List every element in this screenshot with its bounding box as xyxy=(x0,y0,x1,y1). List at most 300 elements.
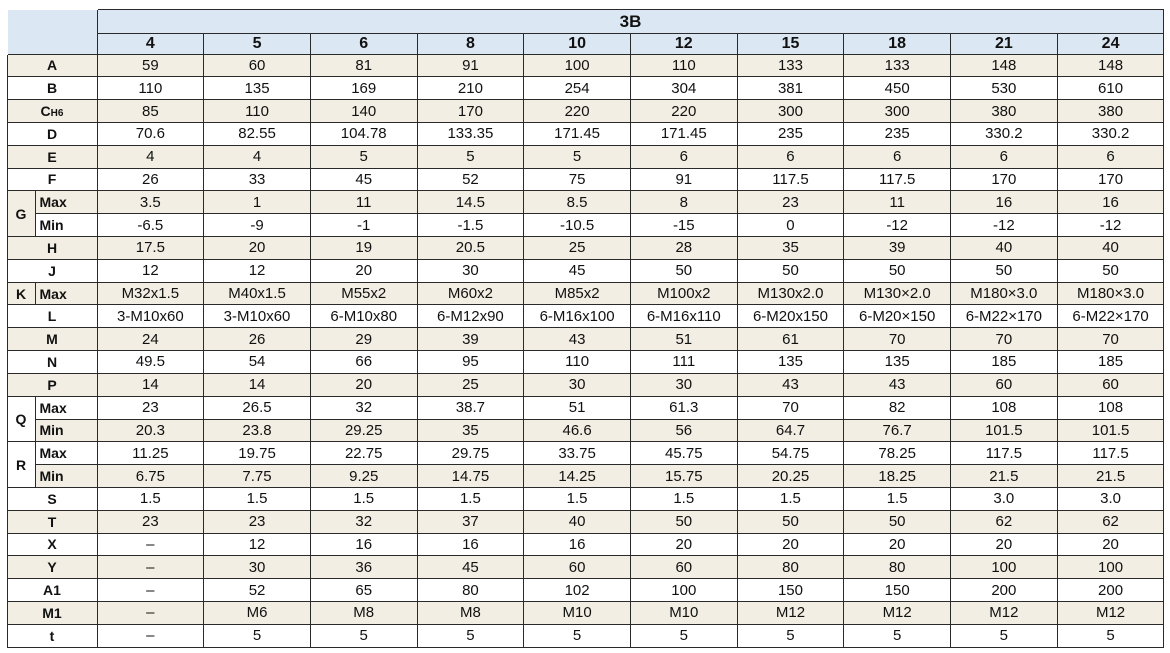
table-cell: M8 xyxy=(417,602,524,625)
size-header-cell: 10 xyxy=(524,33,631,54)
table-row xyxy=(7,191,1164,214)
table-cell: 1.5 xyxy=(310,487,417,510)
table-row xyxy=(7,168,1164,191)
table-cell: 23 xyxy=(204,510,311,533)
table-cell: 380 xyxy=(1057,100,1164,123)
table-cell: 5 xyxy=(524,624,631,647)
table-cell: 117.5 xyxy=(1057,442,1164,465)
table-cell: 185 xyxy=(1057,351,1164,374)
table-cell: 117.5 xyxy=(951,442,1058,465)
table-cell: 20.25 xyxy=(737,465,844,488)
table-cell: 50 xyxy=(1057,259,1164,282)
table-cell: 14.25 xyxy=(524,465,631,488)
row-label-text: C xyxy=(40,102,51,119)
table-cell: 148 xyxy=(1057,54,1164,77)
row-sublabel xyxy=(35,396,97,419)
row-label-text: F xyxy=(47,171,57,188)
table-row xyxy=(7,145,1164,168)
table-row xyxy=(7,237,1164,260)
table-cell: 54 xyxy=(204,351,311,374)
table-cell: 50 xyxy=(844,510,951,533)
table-cell: M8 xyxy=(310,602,417,625)
table-cell: 220 xyxy=(630,100,737,123)
row-label xyxy=(7,487,97,510)
table-cell: 20.5 xyxy=(417,237,524,260)
table-cell: 171.45 xyxy=(630,122,737,145)
row-sublabel-text: Max xyxy=(39,285,67,302)
table-cell: -1.5 xyxy=(417,214,524,237)
table-cell: 150 xyxy=(844,579,951,602)
table-cell: 76.7 xyxy=(844,419,951,442)
table-cell: 45.75 xyxy=(630,442,737,465)
table-cell: 33.75 xyxy=(524,442,631,465)
table-cell: 23 xyxy=(97,396,204,419)
table-cell: 304 xyxy=(630,77,737,100)
table-cell: 450 xyxy=(844,77,951,100)
dimension-table xyxy=(6,8,1164,648)
table-cell: 20 xyxy=(630,533,737,556)
table-cell: 0 xyxy=(737,214,844,237)
table-cell: 108 xyxy=(951,396,1058,419)
table-cell: – xyxy=(97,579,204,602)
table-cell: M10 xyxy=(630,602,737,625)
table-cell: 20 xyxy=(844,533,951,556)
table-cell: 95 xyxy=(417,351,524,374)
table-cell: – xyxy=(97,624,204,647)
table-cell: 18.25 xyxy=(844,465,951,488)
row-label xyxy=(7,77,97,100)
table-cell: 26.5 xyxy=(204,396,311,419)
table-cell: 43 xyxy=(524,328,631,351)
table-row xyxy=(7,624,1164,647)
table-cell: 170 xyxy=(951,168,1058,191)
table-cell: 81 xyxy=(310,54,417,77)
table-cell: 35 xyxy=(737,237,844,260)
row-label-text: B xyxy=(46,80,58,97)
table-cell: 16 xyxy=(524,533,631,556)
row-label-text: M xyxy=(46,331,58,348)
table-cell: 12 xyxy=(97,259,204,282)
table-cell: 140 xyxy=(310,100,417,123)
table-cell: 104.78 xyxy=(310,122,417,145)
table-cell: 185 xyxy=(951,351,1058,374)
table-cell: 300 xyxy=(844,100,951,123)
table-cell: 6-M16x100 xyxy=(524,305,631,328)
table-cell: 5 xyxy=(417,145,524,168)
table-cell: 70 xyxy=(951,328,1058,351)
table-cell: -9 xyxy=(204,214,311,237)
table-cell: 100 xyxy=(951,556,1058,579)
table-corner xyxy=(7,9,97,54)
table-row xyxy=(7,122,1164,145)
row-label-text: J xyxy=(48,262,56,279)
table-cell: 110 xyxy=(204,100,311,123)
row-label-text: E xyxy=(47,148,57,165)
table-cell: 9.25 xyxy=(310,465,417,488)
table-cell: 1.5 xyxy=(204,487,311,510)
table-body xyxy=(7,54,1164,648)
table-row xyxy=(7,305,1164,328)
table-cell: 85 xyxy=(97,100,204,123)
table-cell: 91 xyxy=(417,54,524,77)
table-cell: 75 xyxy=(524,168,631,191)
table-cell: -12 xyxy=(1057,214,1164,237)
table-cell: 70 xyxy=(737,396,844,419)
row-label-text: t xyxy=(49,627,55,644)
size-header-cell: 6 xyxy=(310,33,417,54)
table-row xyxy=(7,579,1164,602)
table-cell: 80 xyxy=(737,556,844,579)
table-cell: 1.5 xyxy=(417,487,524,510)
table-cell: M100x2 xyxy=(630,282,737,305)
row-label xyxy=(7,624,97,647)
table-cell: 39 xyxy=(844,237,951,260)
table-cell: M180×3.0 xyxy=(951,282,1058,305)
table-cell: 23 xyxy=(97,510,204,533)
row-label xyxy=(7,328,97,351)
table-cell: 1 xyxy=(204,191,311,214)
table-cell: M10 xyxy=(524,602,631,625)
table-cell: 39 xyxy=(417,328,524,351)
table-cell: 60 xyxy=(951,373,1058,396)
table-cell: 50 xyxy=(844,259,951,282)
table-row xyxy=(7,510,1164,533)
table-cell: 50 xyxy=(951,259,1058,282)
table-cell: M85x2 xyxy=(524,282,631,305)
table-cell: 220 xyxy=(524,100,631,123)
size-header-cell: 21 xyxy=(951,33,1058,54)
table-cell: 16 xyxy=(417,533,524,556)
table-cell: 16 xyxy=(310,533,417,556)
table-cell: 111 xyxy=(630,351,737,374)
row-sublabel-text: Max xyxy=(39,445,67,462)
table-cell: M32x1.5 xyxy=(97,282,204,305)
table-cell: 6 xyxy=(630,145,737,168)
table-row xyxy=(7,487,1164,510)
table-cell: 5 xyxy=(417,624,524,647)
table-cell: 200 xyxy=(1057,579,1164,602)
table-cell: 610 xyxy=(1057,77,1164,100)
row-label xyxy=(7,237,97,260)
group-label: R xyxy=(7,442,35,488)
row-label-text: N xyxy=(46,353,58,370)
row-label xyxy=(7,54,97,77)
table-cell: 210 xyxy=(417,77,524,100)
row-sublabel xyxy=(35,282,97,305)
table-cell: 530 xyxy=(951,77,1058,100)
table-cell: 45 xyxy=(524,259,631,282)
table-cell: 381 xyxy=(737,77,844,100)
table-row xyxy=(7,328,1164,351)
row-label xyxy=(7,556,97,579)
row-label-text: T xyxy=(47,513,57,530)
table-cell: 171.45 xyxy=(524,122,631,145)
table-row xyxy=(7,54,1164,77)
table-cell: 330.2 xyxy=(1057,122,1164,145)
row-label-text: X xyxy=(47,536,57,553)
table-cell: 6-M20×150 xyxy=(844,305,951,328)
table-cell: 25 xyxy=(417,373,524,396)
row-label-text: Y xyxy=(47,559,57,576)
table-cell: 70 xyxy=(844,328,951,351)
table-cell: 14.5 xyxy=(417,191,524,214)
table-cell: 65 xyxy=(310,579,417,602)
table-cell: M12 xyxy=(737,602,844,625)
table-cell: M6 xyxy=(204,602,311,625)
table-cell: 62 xyxy=(951,510,1058,533)
row-sublabel-text: Max xyxy=(39,194,67,211)
table-cell: 1.5 xyxy=(737,487,844,510)
table-cell: 6-M22×170 xyxy=(951,305,1058,328)
table-cell: 62 xyxy=(1057,510,1164,533)
table-cell: 24 xyxy=(97,328,204,351)
table-cell: 21.5 xyxy=(1057,465,1164,488)
table-row xyxy=(7,100,1164,123)
row-label xyxy=(7,373,97,396)
table-cell: 5 xyxy=(310,624,417,647)
table-cell: M40x1.5 xyxy=(204,282,311,305)
table-cell: 12 xyxy=(204,533,311,556)
table-cell: 100 xyxy=(524,54,631,77)
row-label-text: A xyxy=(46,57,58,74)
table-row xyxy=(7,419,1164,442)
table-cell: 40 xyxy=(951,237,1058,260)
table-cell: -15 xyxy=(630,214,737,237)
table-cell: 26 xyxy=(97,168,204,191)
table-cell: 37 xyxy=(417,510,524,533)
row-label xyxy=(7,100,97,123)
table-cell: 330.2 xyxy=(951,122,1058,145)
table-cell: 5 xyxy=(310,145,417,168)
table-cell: M60x2 xyxy=(417,282,524,305)
row-label xyxy=(7,305,97,328)
table-cell: 43 xyxy=(844,373,951,396)
table-cell: 60 xyxy=(630,556,737,579)
table-cell: 20 xyxy=(310,373,417,396)
table-cell: 148 xyxy=(951,54,1058,77)
table-cell: 91 xyxy=(630,168,737,191)
row-label xyxy=(7,122,97,145)
table-cell: 14 xyxy=(204,373,311,396)
table-cell: 117.5 xyxy=(737,168,844,191)
row-sublabel xyxy=(35,214,97,237)
table-cell: M12 xyxy=(951,602,1058,625)
table-cell: 60 xyxy=(204,54,311,77)
row-label xyxy=(7,533,97,556)
row-label-text: D xyxy=(46,125,58,142)
table-row xyxy=(7,77,1164,100)
table-cell: 56 xyxy=(630,419,737,442)
table-cell: -10.5 xyxy=(524,214,631,237)
table-cell: 14 xyxy=(97,373,204,396)
table-cell: 50 xyxy=(630,510,737,533)
table-cell: 6 xyxy=(951,145,1058,168)
table-cell: 133 xyxy=(844,54,951,77)
row-label xyxy=(7,351,97,374)
table-cell: – xyxy=(97,556,204,579)
row-sublabel-text: Min xyxy=(39,217,64,234)
table-row xyxy=(7,556,1164,579)
table-cell: 110 xyxy=(524,351,631,374)
size-header-cell: 4 xyxy=(97,33,204,54)
table-cell: 108 xyxy=(1057,396,1164,419)
table-cell: 3-M10x60 xyxy=(204,305,311,328)
table-cell: M55x2 xyxy=(310,282,417,305)
row-label xyxy=(7,579,97,602)
size-header-cell: 24 xyxy=(1057,33,1164,54)
table-cell: 100 xyxy=(630,579,737,602)
table-cell: 6.75 xyxy=(97,465,204,488)
table-cell: 25 xyxy=(524,237,631,260)
table-cell: 38.7 xyxy=(417,396,524,419)
table-cell: 1.5 xyxy=(630,487,737,510)
table-cell: 64.7 xyxy=(737,419,844,442)
table-cell: 235 xyxy=(844,122,951,145)
table-row xyxy=(7,214,1164,237)
table-cell: 8.5 xyxy=(524,191,631,214)
table-cell: 3-M10x60 xyxy=(97,305,204,328)
row-label-text: A1 xyxy=(43,582,61,599)
row-label-text: P xyxy=(47,376,57,393)
table-cell: 70.6 xyxy=(97,122,204,145)
table-row xyxy=(7,602,1164,625)
table-cell: M130×2.0 xyxy=(844,282,951,305)
table-cell: 23.8 xyxy=(204,419,311,442)
table-cell: 17.5 xyxy=(97,237,204,260)
table-cell: 40 xyxy=(524,510,631,533)
table-cell: 5 xyxy=(204,624,311,647)
group-label: Q xyxy=(7,396,35,442)
table-cell: 235 xyxy=(737,122,844,145)
table-cell: 117.5 xyxy=(844,168,951,191)
table-row xyxy=(7,351,1164,374)
table-cell: 20 xyxy=(1057,533,1164,556)
table-cell: 1.5 xyxy=(97,487,204,510)
table-row xyxy=(7,373,1164,396)
table-cell: 21.5 xyxy=(951,465,1058,488)
size-header-row xyxy=(7,33,1164,54)
table-cell: 82 xyxy=(844,396,951,419)
table-cell: 80 xyxy=(417,579,524,602)
table-cell: 6 xyxy=(737,145,844,168)
table-row xyxy=(7,533,1164,556)
row-label xyxy=(7,259,97,282)
table-cell: 5 xyxy=(524,145,631,168)
table-cell: -12 xyxy=(844,214,951,237)
table-cell: 30 xyxy=(630,373,737,396)
table-cell: 52 xyxy=(417,168,524,191)
table-cell: 14.75 xyxy=(417,465,524,488)
table-cell: 19.75 xyxy=(204,442,311,465)
table-cell: 380 xyxy=(951,100,1058,123)
table-cell: 20 xyxy=(204,237,311,260)
table-cell: 50 xyxy=(737,510,844,533)
group-label: K xyxy=(7,282,35,305)
table-cell: 28 xyxy=(630,237,737,260)
table-cell: 170 xyxy=(417,100,524,123)
table-cell: 29.25 xyxy=(310,419,417,442)
table-cell: 16 xyxy=(1057,191,1164,214)
table-cell: 50 xyxy=(737,259,844,282)
size-header-cell: 5 xyxy=(204,33,311,54)
table-cell: 200 xyxy=(951,579,1058,602)
table-cell: 11 xyxy=(844,191,951,214)
row-sublabel xyxy=(35,442,97,465)
table-cell: 135 xyxy=(737,351,844,374)
table-cell: 110 xyxy=(97,77,204,100)
table-cell: 66 xyxy=(310,351,417,374)
table-cell: 133.35 xyxy=(417,122,524,145)
table-cell: 20.3 xyxy=(97,419,204,442)
table-cell: 5 xyxy=(844,624,951,647)
row-label xyxy=(7,602,97,625)
table-cell: 15.75 xyxy=(630,465,737,488)
table-cell: 170 xyxy=(1057,168,1164,191)
table-cell: 61 xyxy=(737,328,844,351)
table-cell: 8 xyxy=(630,191,737,214)
table-cell: 45 xyxy=(310,168,417,191)
table-cell: 6 xyxy=(844,145,951,168)
table-cell: 4 xyxy=(97,145,204,168)
table-cell: 70 xyxy=(1057,328,1164,351)
table-cell: 5 xyxy=(951,624,1058,647)
table-cell: 49.5 xyxy=(97,351,204,374)
row-sublabel-text: Max xyxy=(39,399,67,416)
table-cell: – xyxy=(97,602,204,625)
table-cell: 6-M16x110 xyxy=(630,305,737,328)
table-cell: 4 xyxy=(204,145,311,168)
table-cell: 6-M12x90 xyxy=(417,305,524,328)
table-cell: 135 xyxy=(844,351,951,374)
table-cell: 30 xyxy=(417,259,524,282)
table-cell: 300 xyxy=(737,100,844,123)
table-cell: 16 xyxy=(951,191,1058,214)
table-cell: 5 xyxy=(630,624,737,647)
table-cell: 101.5 xyxy=(951,419,1058,442)
size-header-cell: 12 xyxy=(630,33,737,54)
table-cell: 254 xyxy=(524,77,631,100)
table-cell: 11 xyxy=(310,191,417,214)
table-cell: 60 xyxy=(524,556,631,579)
table-cell: 30 xyxy=(204,556,311,579)
table-cell: -12 xyxy=(951,214,1058,237)
row-sublabel xyxy=(35,465,97,488)
table-cell: -6.5 xyxy=(97,214,204,237)
table-cell: 100 xyxy=(1057,556,1164,579)
table-cell: – xyxy=(97,533,204,556)
table-cell: 30 xyxy=(524,373,631,396)
table-cell: 80 xyxy=(844,556,951,579)
table-cell: 32 xyxy=(310,510,417,533)
table-cell: 5 xyxy=(737,624,844,647)
table-row xyxy=(7,396,1164,419)
table-cell: 54.75 xyxy=(737,442,844,465)
row-label-text: S xyxy=(47,490,57,507)
table-cell: 6-M20x150 xyxy=(737,305,844,328)
table-cell: 6-M10x80 xyxy=(310,305,417,328)
table-cell: 29 xyxy=(310,328,417,351)
table-cell: M12 xyxy=(844,602,951,625)
table-cell: 43 xyxy=(737,373,844,396)
table-cell: 6-M22×170 xyxy=(1057,305,1164,328)
table-cell: M130x2.0 xyxy=(737,282,844,305)
table-cell: M180×3.0 xyxy=(1057,282,1164,305)
table-cell: 7.75 xyxy=(204,465,311,488)
table-cell: 40 xyxy=(1057,237,1164,260)
row-label-text: M1 xyxy=(42,604,62,621)
table-cell: 82.55 xyxy=(204,122,311,145)
table-cell: 23 xyxy=(737,191,844,214)
